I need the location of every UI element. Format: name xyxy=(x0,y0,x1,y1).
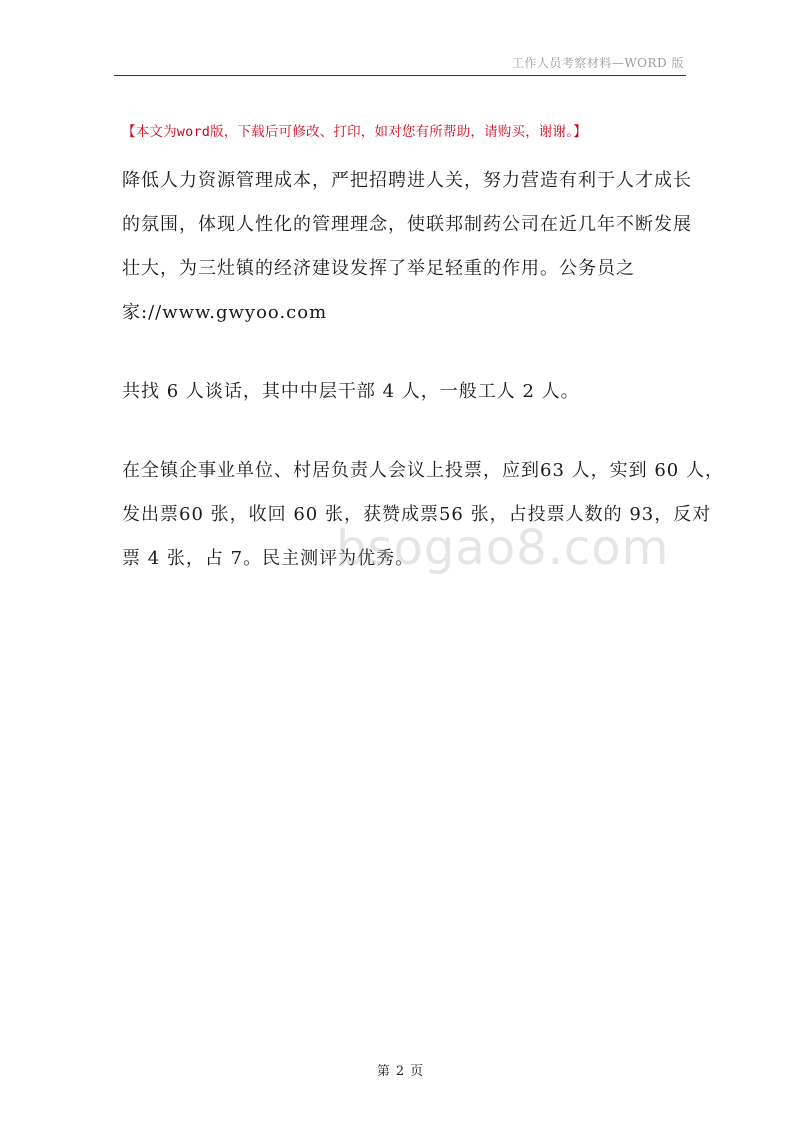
paragraph-line: 降低人力资源管理成本，严把招聘进人关，努力营造有利于人才成长 xyxy=(122,170,692,191)
header-divider xyxy=(114,75,686,76)
paragraph-line: 在全镇企事业单位、村居负责人会议上投票，应到63 人，实到 60 人， xyxy=(122,460,724,481)
paragraph-line: 票 4 张，占 7。民主测评为优秀。 xyxy=(122,548,415,569)
paragraph-line: 壮大，为三灶镇的经济建设发挥了举足轻重的作用。公务员之 xyxy=(122,258,635,279)
paragraph-line: 的氛围，体现人性化的管理理念，使联邦制药公司在近几年不断发展 xyxy=(122,214,692,235)
running-header: 工作人员考察材料—WORD 版 xyxy=(511,56,684,70)
paragraph-3 xyxy=(122,449,724,581)
footer-suffix: 页 xyxy=(410,1064,424,1079)
paragraph-line: 共找 6 人谈话，其中中层干部 4 人，一般工人 2 人。 xyxy=(122,381,580,402)
paragraph-line: 家://www.gwyoo.com xyxy=(122,302,328,323)
watermark: bsogao8.com xyxy=(336,520,670,576)
paragraph-line: 发出票60 张，收回 60 张，获赞成票56 张，占投票人数的 93，反对 xyxy=(122,504,712,525)
paragraph-2 xyxy=(122,370,694,414)
page-number: 2 xyxy=(395,1064,405,1079)
footer-prefix: 第 xyxy=(376,1064,390,1079)
page-footer xyxy=(0,1060,800,1079)
purchase-notice: 【本文为word版，下载后可修改、打印，如对您有所帮助，请购买，谢谢。】 xyxy=(122,124,587,140)
paragraph-1 xyxy=(122,159,694,335)
